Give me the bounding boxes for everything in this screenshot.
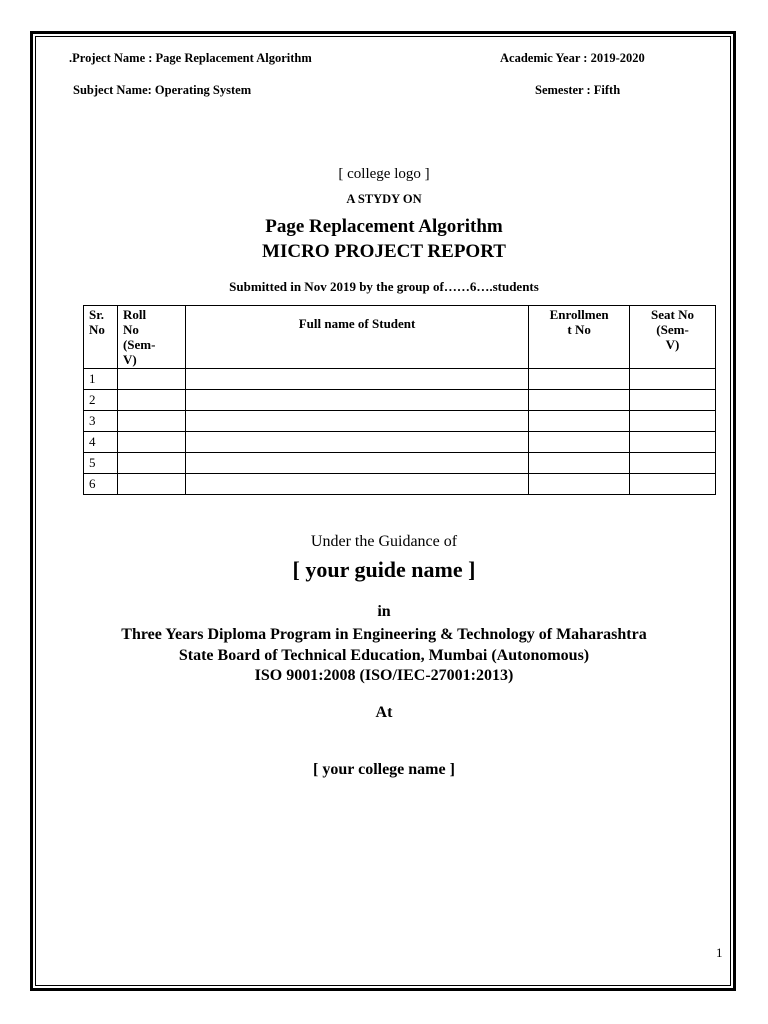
cell-sr-no: 2 xyxy=(84,390,118,411)
col-header-full-name: Full name of Student xyxy=(185,306,528,369)
cell-sr-no: 5 xyxy=(84,453,118,474)
col-header-roll-no: Roll No (Sem- V) xyxy=(117,306,185,369)
table-header-row xyxy=(84,306,716,369)
academic-year: Academic Year : 2019-2020 xyxy=(500,51,645,65)
page-number: 1 xyxy=(716,945,723,960)
table-row xyxy=(84,390,716,411)
cell-enrollment-no xyxy=(529,390,630,411)
cell-enrollment-no xyxy=(529,432,630,453)
cell-enrollment-no xyxy=(529,474,630,495)
cell-seat-no xyxy=(630,432,716,453)
iso-line: ISO 9001:2008 (ISO/IEC-27001:2013) xyxy=(254,667,514,684)
study-on-label: A STYDY ON xyxy=(346,192,422,206)
submitted-line: Submitted in Nov 2019 by the group of……6….students xyxy=(229,279,539,294)
in-label: in xyxy=(377,603,391,620)
guidance-label: Under the Guidance of xyxy=(310,533,458,550)
cell-seat-no xyxy=(630,474,716,495)
cell-enrollment-no xyxy=(529,369,630,390)
cell-seat-no xyxy=(630,453,716,474)
cell-full-name xyxy=(185,453,528,474)
program-line-2: State Board of Technical Education, Mumbai (Autonomous) xyxy=(178,647,590,664)
project-name: .Project Name : Page Replacement Algorithm xyxy=(69,51,312,65)
cell-full-name xyxy=(185,432,528,453)
student-table xyxy=(83,305,716,495)
cell-roll-no xyxy=(117,474,185,495)
cell-sr-no: 6 xyxy=(84,474,118,495)
cell-roll-no xyxy=(117,411,185,432)
col-header-sr-no: Sr. No xyxy=(84,306,118,369)
col-header-seat-no: Seat No (Sem- V) xyxy=(630,306,716,369)
cell-seat-no xyxy=(630,411,716,432)
cell-roll-no xyxy=(117,432,185,453)
table-row xyxy=(84,432,716,453)
cell-full-name xyxy=(185,369,528,390)
cell-roll-no xyxy=(117,369,185,390)
cell-enrollment-no xyxy=(529,453,630,474)
cell-seat-no xyxy=(630,390,716,411)
cell-seat-no xyxy=(630,369,716,390)
table-row xyxy=(84,369,716,390)
college-logo-placeholder: [ college logo ] xyxy=(338,166,430,182)
table-row xyxy=(84,474,716,495)
subject-name: Subject Name: Operating System xyxy=(73,83,252,97)
cell-sr-no: 4 xyxy=(84,432,118,453)
at-label: At xyxy=(375,704,393,721)
cell-full-name xyxy=(185,390,528,411)
college-name: [ your college name ] xyxy=(313,761,455,778)
table-row xyxy=(84,411,716,432)
cell-roll-no xyxy=(117,453,185,474)
report-title: Page Replacement Algorithm xyxy=(265,216,503,237)
col-header-enrollment-no: Enrollmen t No xyxy=(529,306,630,369)
table-row xyxy=(84,453,716,474)
cell-enrollment-no xyxy=(529,411,630,432)
cell-roll-no xyxy=(117,390,185,411)
report-subtitle: MICRO PROJECT REPORT xyxy=(262,241,506,262)
semester: Semester : Fifth xyxy=(535,83,621,97)
cell-sr-no: 1 xyxy=(84,369,118,390)
program-line-1: Three Years Diploma Program in Engineering & Technology of Maharashtra xyxy=(121,626,647,643)
cell-full-name xyxy=(185,411,528,432)
cell-sr-no: 3 xyxy=(84,411,118,432)
guide-name: [ your guide name ] xyxy=(292,557,476,582)
cell-full-name xyxy=(185,474,528,495)
